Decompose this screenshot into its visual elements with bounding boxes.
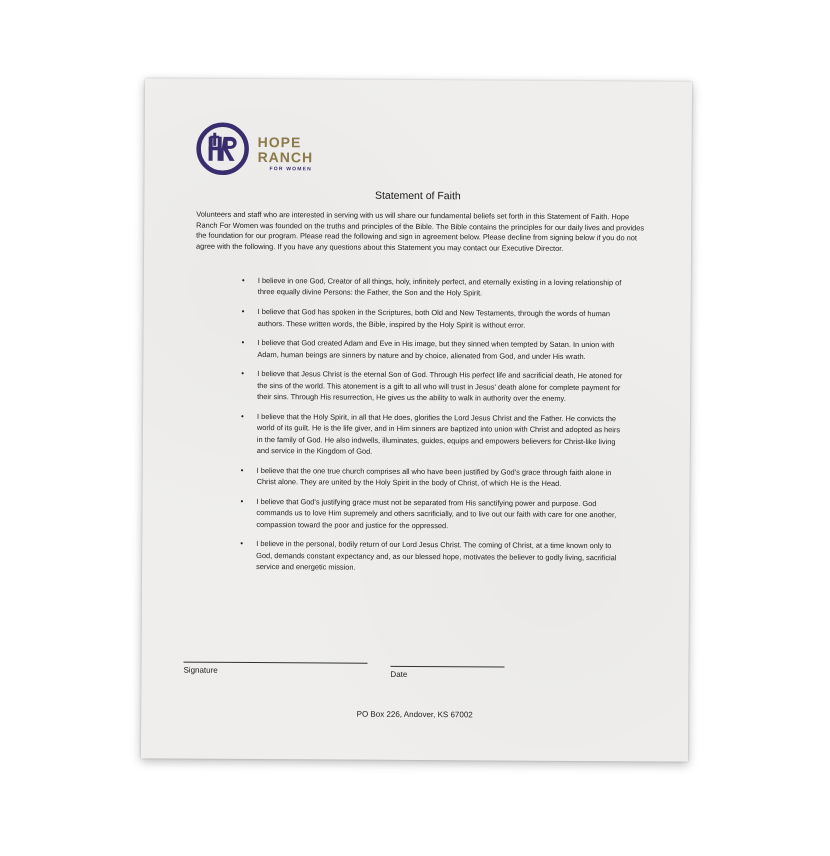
logo-word-ranch: RANCH (257, 149, 314, 166)
signature-label: Signature (183, 665, 218, 675)
belief-list (242, 275, 624, 583)
belief-text: I believe in the personal, bodily return of our Lord Jesus Christ. The coming of Christ, at a time known only to God, demands constant expectancy and, as our blessed hope, motivates the believer to godly living, sacrificial service and energetic mission. (256, 539, 617, 572)
logo-word-hope: HOPE (257, 134, 302, 151)
belief-item (242, 496, 622, 533)
belief-item (243, 337, 623, 362)
belief-text: I believe in one God, Creator of all things, holy, infinitely perfect, and eternally existing in a loving relationship of three equally divine Persons: the Father, the Son and the Holy Spirit. (257, 276, 622, 298)
bullet: • (241, 275, 245, 285)
belief-text: I believe that God has spoken in the Scriptures, both Old and New Testaments, through the words of human authors. These written words, the Bible, inspired by the Holy Spirit is without error. (257, 307, 611, 330)
date-label: Date (390, 669, 408, 679)
bullet: • (240, 539, 244, 549)
belief-item (243, 368, 623, 405)
bullet: • (241, 369, 245, 379)
bullet: • (240, 496, 244, 506)
belief-item (240, 411, 623, 459)
mailing-address: PO Box 226, Andover, KS 67002 (356, 709, 473, 720)
bullet: • (240, 465, 244, 475)
belief-item (242, 538, 622, 575)
belief-text: I believe that God's justifying grace must not be separated from His sanctifying power and purpose. God commands us to love Him supremely and others sacrificially, and to live out our faith with care for one another, compassion toward the poor and justice for the oppressed. (256, 496, 617, 530)
logo-word-for-women: FOR WOMEN (269, 166, 313, 173)
belief-text: I believe that Jesus Christ is the eternal Son of God. Through His perfect life and sacrificial death, He atoned for the sins of the world. This atonement is a gift to all who will trust in Jesus' death alone for complete payment for their sins. Through His resurrection, He gives us the ability to walk in authority over the enemy. (257, 369, 623, 404)
bullet: • (240, 411, 244, 421)
hope-ranch-logo (195, 122, 335, 178)
belief-text: I believe that the Holy Spirit, in all that He does, glorifies the Lord Jesus Christ and the Father. He convicts the world of its guilt. He is the life giver, and in Him sinners are baptized into union with Christ and adopted as heirs in the family of God. He also indwells, illuminates, guides, equips and empowers believers for Christ-like living and service in the Kingdom of God. (256, 411, 621, 456)
bullet: • (241, 338, 245, 348)
signature-line[interactable] (184, 662, 368, 664)
belief-item (241, 306, 624, 331)
bullet: • (241, 307, 245, 317)
belief-text: I believe that God created Adam and Eve in His image, but they sinned when tempted by Satan. In union with Adam, human beings are sinners by nature and by choice, alienated from God, and under His wrath. (257, 338, 615, 361)
document-title: Statement of Faith (374, 189, 461, 203)
belief-text: I believe that the one true church comprises all who have been justified by God's grace through faith alone in Christ alone. They are united by the Holy Spirit in the body of Christ, of which He is the Head. (256, 465, 612, 489)
belief-item (241, 275, 624, 300)
belief-item (240, 465, 623, 490)
hr-monogram-icon (195, 122, 249, 176)
intro-paragraph: Volunteers and staff who are interested in serving with us will share our fundamental beliefs set forth in this Statement of Faith. Hope Ranch For Women was founded on the truths and principles of the Bible. The Bible contains the principles for our daily lives and provides the foundation for our program. Please read the following and sign in agreement below. Please decline from signing below if you do not agree with the following. If you have any questions about this Statement you may contact our Executive Director. (196, 209, 645, 253)
date-line[interactable] (390, 666, 504, 668)
document-page (141, 78, 692, 761)
